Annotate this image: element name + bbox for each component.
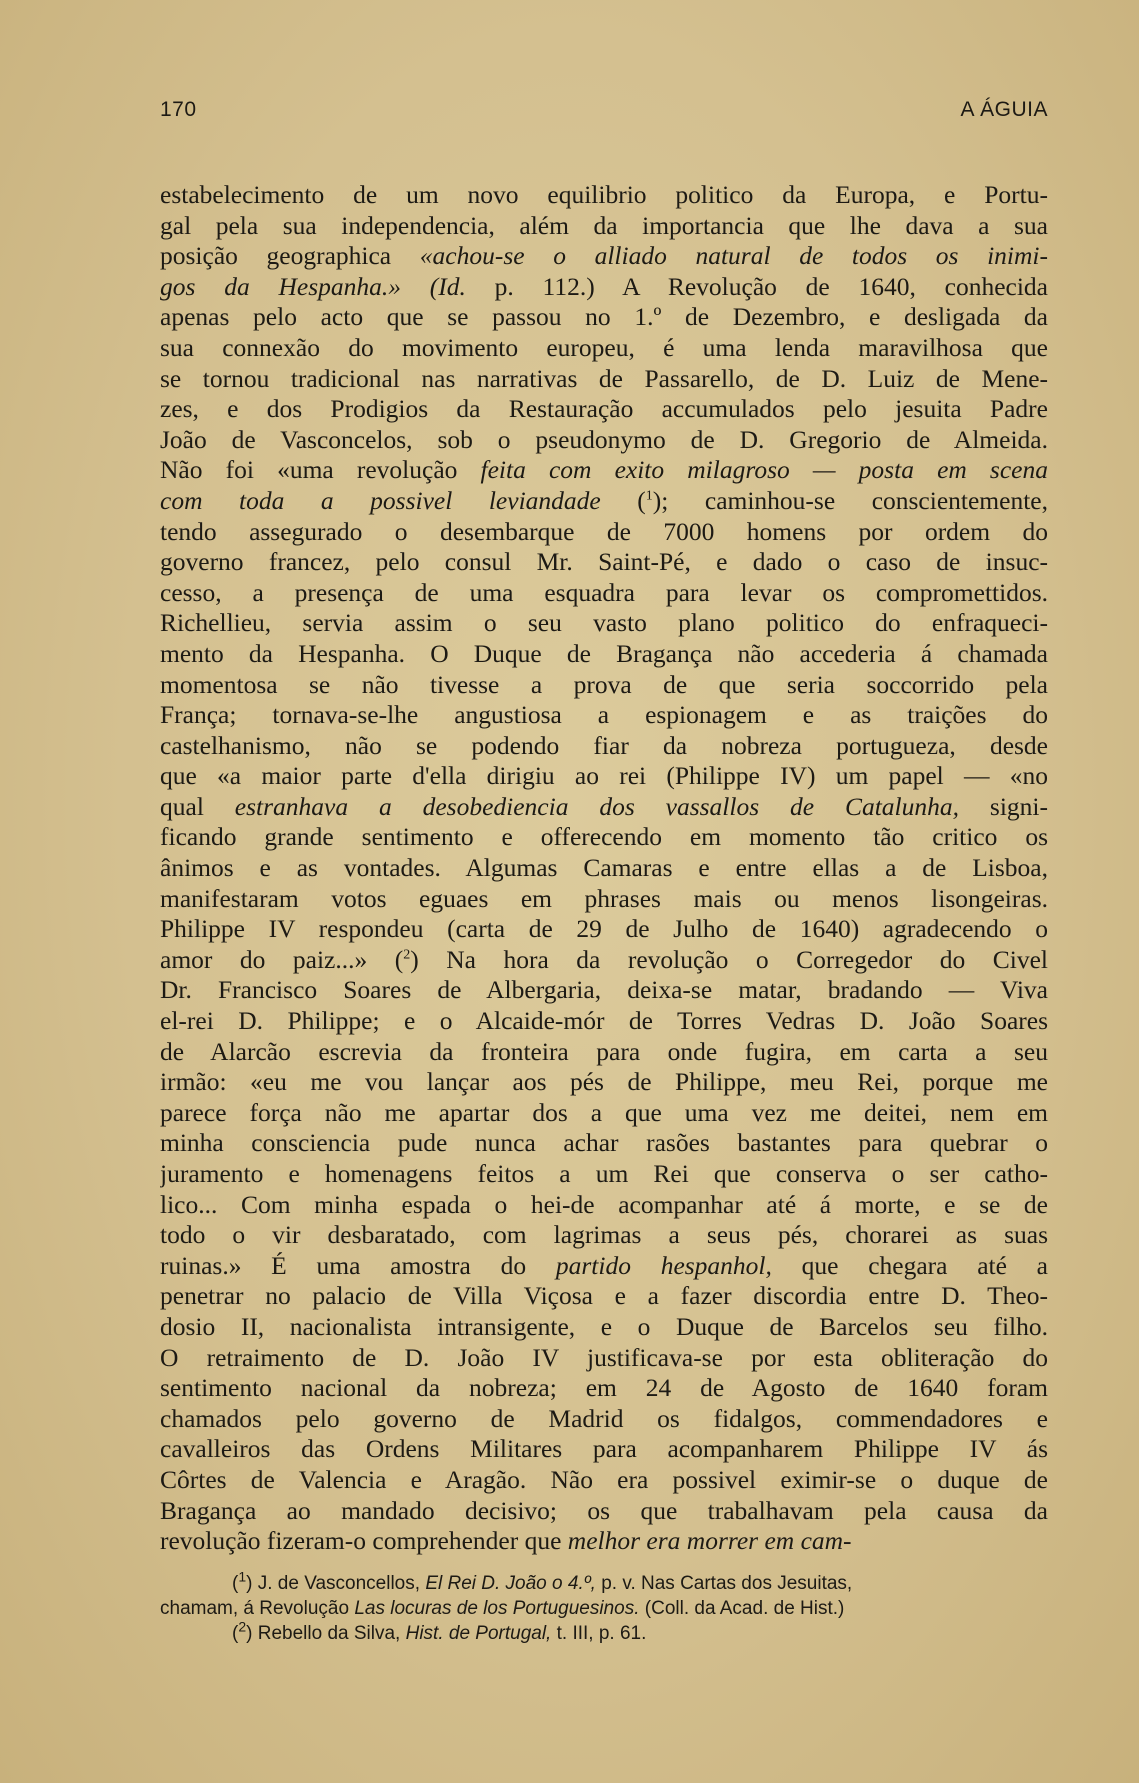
text-run: apenas pelo acto que se passou no 1.º de Dezembro, e desligada da <box>160 302 1048 332</box>
text-run: ( <box>232 1623 239 1644</box>
text-line <box>160 884 1048 915</box>
text-run: O retraimento de D. João IV justificava-se por esta obliteração do <box>160 1342 1048 1372</box>
text-line <box>160 914 1048 945</box>
text-line <box>160 333 1048 364</box>
text-line <box>160 1220 1048 1251</box>
text-run: ( <box>232 1573 239 1594</box>
text-run: irmão: «eu me vou lançar aos pés de Philippe, meu Rei, porque me <box>160 1067 1048 1097</box>
text-line <box>160 1343 1048 1374</box>
text-line <box>160 1434 1048 1465</box>
italic-run: melhor era morrer em cam- <box>567 1526 852 1556</box>
text-line <box>160 1251 1048 1282</box>
text-run: zes, e dos Prodigios da Restauração accumulados pelo jesuita Padre <box>160 394 1048 424</box>
text-run: amor do paiz...» ( <box>160 944 404 974</box>
text-run: manifestaram votos eguaes em phrases mais ou menos lisongeiras. <box>160 883 1048 913</box>
text-run: ) Rebello da Silva, <box>246 1623 406 1644</box>
text-line <box>160 1373 1048 1404</box>
italic-run: El Rei D. João o 4.º, <box>425 1573 596 1594</box>
text-run: Richellieu, servia assim o seu vasto plano politico do enfraqueci- <box>160 608 1048 638</box>
text-run: minha consciencia pude nunca achar rasões bastantes para quebrar o <box>160 1128 1048 1158</box>
text-line <box>160 1465 1048 1496</box>
text-run: João de Vasconcelos, sob o pseudonymo de D. Gregorio de Almeida. <box>160 424 1048 454</box>
text-line <box>160 241 1048 272</box>
text-line <box>160 425 1048 456</box>
text-run: cavalleiros das Ordens Militares para acompanharem Philippe IV ás <box>160 1434 1048 1464</box>
text-run: p. v. Nas Cartas dos Jesuitas, <box>595 1573 853 1594</box>
text-run: mento da Hespanha. O Duque de Bragança não accederia á chamada <box>160 638 1048 668</box>
footnote-line <box>160 1618 1048 1646</box>
text-line <box>160 1281 1048 1312</box>
italic-run: com toda a possivel leviandade <box>160 485 601 515</box>
text-run: ) Na hora da revolução o Corregedor do Civel <box>410 944 1048 974</box>
text-line <box>160 1404 1048 1435</box>
text-line <box>160 792 1048 823</box>
text-run: chamados pelo governo de Madrid os fidalgos, commendadores e <box>160 1403 1048 1433</box>
text-run: ) J. de Vasconcellos, <box>246 1573 426 1594</box>
footnotes <box>160 1568 1048 1646</box>
text-run: governo francez, pelo consul Mr. Saint-Pé, e dado o caso de insuc- <box>160 547 1048 577</box>
text-run: França; tornava-se-lhe angustiosa a espionagem e as traições do <box>160 700 1048 730</box>
text-line <box>160 547 1048 578</box>
text-run: Côrtes de Valencia e Aragão. Não era possivel eximir-se o duque de <box>160 1464 1048 1494</box>
text-run: parece força não me apartar dos a que uma vez me deitei, nem em <box>160 1097 1048 1127</box>
text-run: posição geographica <box>160 241 420 271</box>
text-run: ruinas.» É uma amostra do <box>160 1250 556 1280</box>
text-line <box>160 731 1048 762</box>
text-line <box>160 1037 1048 1068</box>
text-line <box>160 608 1048 639</box>
text-line <box>160 1159 1048 1190</box>
text-run: ficando grande sentimento e offerecendo em momento tão critico os <box>160 822 1048 852</box>
footnote-marker: 2 <box>238 1618 247 1635</box>
text-line <box>160 1006 1048 1037</box>
text-run: dosio II, nacionalista intransigente, e o Duque de Barcelos seu filho. <box>160 1311 1048 1341</box>
text-run: Dr. Francisco Soares de Albergaria, deixa-se matar, bradando — Viva <box>160 975 1048 1005</box>
text-run: (Coll. da Acad. de Hist.) <box>639 1598 845 1619</box>
text-line <box>160 700 1048 731</box>
text-line <box>160 180 1048 211</box>
text-line <box>160 517 1048 548</box>
italic-run: Hist. de Portugal, <box>405 1623 552 1644</box>
text-run: se tornou tradicional nas narrativas de Passarello, de D. Luiz de Mene- <box>160 363 1048 393</box>
text-line <box>160 975 1048 1006</box>
page-number: 170 <box>160 98 197 121</box>
text-run: sentimento nacional da nobreza; em 24 de Agosto de 1640 foram <box>160 1373 1048 1403</box>
text-run: castelhanismo, não se podendo fiar da nobreza portugueza, desde <box>160 730 1048 760</box>
text-run: signi- <box>959 791 1048 821</box>
footnote-line <box>160 1568 1048 1596</box>
text-line <box>160 945 1048 976</box>
text-run: el-rei D. Philippe; e o Alcaide-mór de Torres Vedras D. João Soares <box>160 1006 1048 1036</box>
text-run: estabelecimento de um novo equilibrio politico da Europa, e Portu- <box>160 180 1048 209</box>
text-line <box>160 1190 1048 1221</box>
text-line <box>160 670 1048 701</box>
footnote-marker: 1 <box>238 1568 247 1585</box>
text-line <box>160 394 1048 425</box>
text-run: Bragança ao mandado decisivo; os que trabalhavam pela causa da <box>160 1495 1048 1525</box>
text-run: juramento e homenagens feitos a um Rei que conserva o ser catho- <box>160 1159 1048 1188</box>
text-run: gal pela sua independencia, além da importancia que lhe dava a sua <box>160 210 1048 240</box>
text-line <box>160 1098 1048 1129</box>
text-line <box>160 1067 1048 1098</box>
text-line <box>160 578 1048 609</box>
text-run: cesso, a presença de uma esquadra para levar os compromettidos. <box>160 577 1048 607</box>
text-run: que «a maior parte d'ella dirigiu ao rei (Philippe IV) um papel — «no <box>160 761 1048 791</box>
text-run: tendo assegurado o desembarque de 7000 homens por ordem do <box>160 516 1048 546</box>
italic-run: «achou-se o alliado natural de todos os inimi- <box>419 241 1048 271</box>
italic-run: gos da Hespanha.» (Id. <box>160 271 466 301</box>
running-title: A ÁGUIA <box>960 98 1048 121</box>
text-run: ( <box>600 485 646 515</box>
text-line <box>160 364 1048 395</box>
text-run: ); caminhou-se conscientemente, <box>652 485 1048 515</box>
text-line <box>160 639 1048 670</box>
text-run: t. III, p. 61. <box>551 1623 647 1644</box>
text-run: de Alarcão escrevia da fronteira para onde fugira, em carta a seu <box>160 1036 1048 1066</box>
text-line <box>160 1526 1048 1557</box>
text-line <box>160 211 1048 242</box>
footnote-marker: 1 <box>645 488 653 504</box>
text-run: que chegara até a <box>771 1250 1048 1280</box>
text-line <box>160 272 1048 303</box>
text-run: Philippe IV respondeu (carta de 29 de Julho de 1640) agradecendo o <box>160 914 1048 944</box>
italic-run: Las locuras de los Portuguesinos. <box>354 1598 640 1619</box>
italic-run: feita com exito milagroso — posta em scena <box>480 455 1048 485</box>
body-text <box>160 180 1048 1557</box>
text-line <box>160 822 1048 853</box>
text-line <box>160 1312 1048 1343</box>
italic-run: estranhava a desobediencia dos vassallos de Catalunha, <box>234 791 960 821</box>
text-run: qual <box>160 791 235 821</box>
text-run: penetrar no palacio de Villa Viçosa e a fazer discordia entre D. Theo- <box>160 1281 1048 1311</box>
text-line <box>160 1128 1048 1159</box>
italic-run: partido hespanhol, <box>555 1250 772 1280</box>
footnote-marker: 2 <box>403 947 411 963</box>
footnote-line <box>160 1596 1048 1621</box>
text-run: momentosa se não tivesse a prova de que seria soccorrido pela <box>160 669 1048 699</box>
text-run: p. 112.) A Revolução de 1640, conhecida <box>465 271 1048 301</box>
text-run: ânimos e as vontades. Algumas Camaras e entre ellas a de Lisboa, <box>160 853 1048 883</box>
text-line <box>160 853 1048 884</box>
text-line <box>160 486 1048 517</box>
text-run: Não foi «uma revolução <box>160 455 481 485</box>
text-run: sua connexão do movimento europeu, é uma lenda maravilhosa que <box>160 332 1048 362</box>
text-run: chamam, á Revolução <box>160 1598 355 1619</box>
text-run: lico... Com minha espada o hei-de acompanhar até á morte, e se de <box>160 1189 1048 1219</box>
text-line <box>160 455 1048 486</box>
text-run: todo o vir desbaratado, com lagrimas a seus pés, chorarei as suas <box>160 1220 1048 1250</box>
text-line <box>160 1496 1048 1527</box>
text-line <box>160 302 1048 333</box>
text-run: revolução fizeram-o comprehender que <box>160 1526 568 1556</box>
text-line <box>160 761 1048 792</box>
